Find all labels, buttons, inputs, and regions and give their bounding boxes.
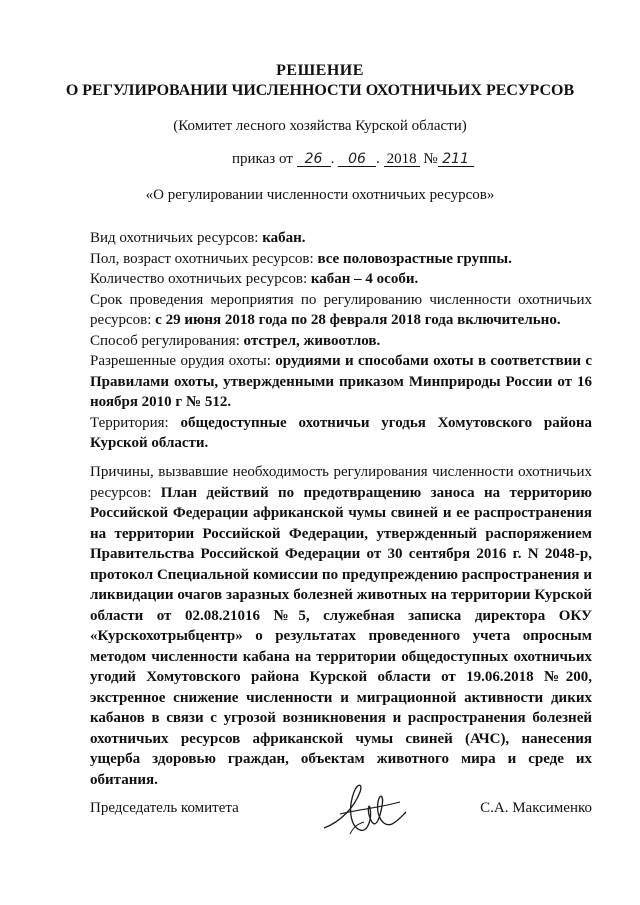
- detail-value: все половозрастные группы.: [317, 250, 512, 267]
- document-title: РЕШЕНИЕ: [276, 62, 364, 79]
- order-date-dot: .: [376, 151, 380, 167]
- order-subject: «О регулировании численности охотничьих ресурсов»: [145, 187, 495, 203]
- order-number: 211: [442, 151, 469, 167]
- order-number-label: №: [423, 151, 438, 167]
- reasons-paragraph: [90, 462, 592, 790]
- detail-value: кабан.: [262, 230, 306, 246]
- detail-territory: [90, 413, 592, 454]
- detail-value: с 29 июня 2018 года по 28 февраля 2018 года включительно.: [155, 312, 561, 328]
- detail-label: Пол, возраст охотничьих ресурсов:: [90, 250, 314, 267]
- detail-label: Разрешенные орудия охоты:: [90, 353, 271, 369]
- detail-label: Срок проведения мероприятия по регулированию численности охотничьих ресурсов:: [90, 291, 592, 328]
- order-prefix: приказ от: [232, 151, 293, 167]
- order-line: [232, 151, 474, 168]
- details-block: [90, 228, 592, 454]
- detail-method: [90, 331, 592, 352]
- order-month: 06: [348, 151, 366, 167]
- signatory-name: С.А. Максименко: [480, 800, 592, 816]
- order-month-blank: [338, 152, 376, 167]
- order-number-blank: [438, 152, 474, 167]
- detail-quantity: [90, 269, 592, 290]
- detail-value: кабан – 4 особи.: [310, 271, 419, 287]
- reasons-block: [90, 462, 592, 790]
- order-year: 2018: [386, 151, 417, 167]
- document-subtitle: О РЕГУЛИРОВАНИИ ЧИСЛЕННОСТИ ОХОТНИЧЬИХ РЕСУРСОВ: [65, 82, 575, 99]
- issuer-line: (Комитет лесного хозяйства Курской области): [173, 118, 467, 134]
- detail-label: Вид охотничьих ресурсов:: [90, 230, 259, 246]
- order-day: 26: [304, 151, 323, 167]
- signatory-position: Председатель комитета: [90, 800, 239, 816]
- detail-value: общедоступные охотничьи угодья Хомутовского района Курской области.: [90, 414, 592, 451]
- detail-value: отстрел, живоотлов.: [243, 332, 381, 349]
- detail-label: Территория:: [90, 414, 169, 431]
- order-date-dot: .: [330, 151, 335, 167]
- detail-label: Способ регулирования:: [90, 332, 240, 349]
- detail-sex-age: [90, 249, 592, 270]
- handwritten-signature: [320, 778, 410, 838]
- detail-label: Количество охотничьих ресурсов:: [90, 271, 308, 287]
- order-year-blank: [384, 152, 420, 167]
- reasons-label: Причины, вызвавшие необходимость регулирования численности охотничьих ресурсов:: [90, 464, 592, 501]
- detail-period: [90, 290, 592, 331]
- detail-tools: [90, 351, 592, 413]
- detail-species: [90, 228, 592, 249]
- order-day-blank: [297, 152, 331, 167]
- detail-value: орудиями и способами охоты в соответствии с Правилами охоты, утвержденными приказом Минприроды России от 16 ноября 2010 г № 512.: [90, 353, 592, 410]
- reasons-value: План действий по предотвращению заноса на территорию Российской Федерации африканской чумы свиней и ее распространения на территории Российской Федерации, утвержденный распоряжением Правительства Российской Федерации от 30 сентября 2016 г. N 2048-р, протокол Специальной комиссии по предупреждению распространения и ликвидации очагов заразных болезней животных на территории Курской области от 02.08.21016 №5, служебная записка директора ОКУ «Курскохотрыбцентр» о результатах проведенного учета опросным методом численности кабана на территории общедоступных охотничьих угодий Хомутовского района Курской области от 19.06.2018 №200, экстренное снижение численности и миграционной активности диких кабанов в связи с угрозой возникновения и распространения болезней охотничьих ресурсов африканской чумы свиней (АЧС), нанесения ущерба здоровью граждан, объектам животного мира и среде их обитания.: [90, 484, 592, 788]
